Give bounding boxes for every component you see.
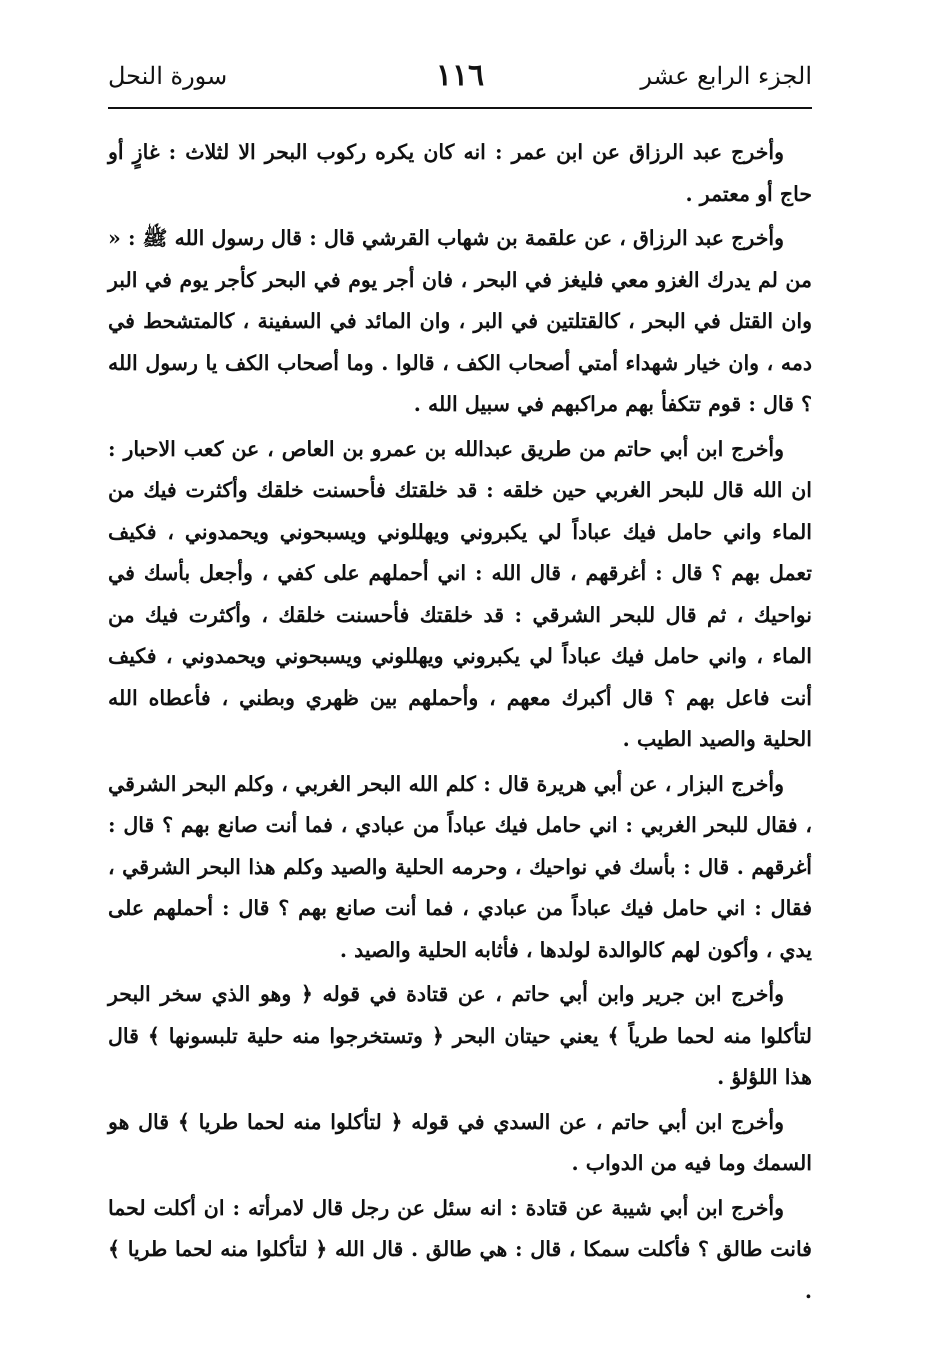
page-number: ١١٦ — [435, 58, 485, 93]
paragraph-6: وأخرج ابن أبي حاتم ، عن السدي في قوله ﴿ لتأكلوا منه لحما طريا ﴾ قال هو السمك وما فيه من الدواب . — [108, 1109, 812, 1175]
page-body — [108, 132, 812, 1315]
paragraph-1: وأخرج عبد الرزاق عن ابن عمر : انه كان يكره ركوب البحر الا لثلاث : غازٍ أو حاج أو معتمر . — [108, 140, 812, 206]
paragraph-5: وأخرج ابن جرير وابن أبي حاتم ، عن قتادة في قوله ﴿ وهو الذي سخر البحر لتأكلوا منه لحما طرياً ﴾ يعني حيتان البحر ﴿ وتستخرجوا منه حلية تلبسونها ﴾ قال هذا اللؤلؤ . — [108, 982, 812, 1089]
header-divider — [108, 107, 812, 109]
juz-label: الجزء الرابع عشر — [640, 62, 812, 90]
paragraph-2: وأخرج عبد الرزاق ، عن علقمة بن شهاب القرشي قال : قال رسول الله ﷺ : « من لم يدرك الغزو معي فليغز في البحر ، فان أجر يوم في البحر كأجر يوم في البر وان القتل في البحر ، كالقتلتين في البر ، وان المائد في السفينة ، كالمتشحط في دمه ، وان خيار شهداء أمتي أصحاب الكف ، قالوا . وما أصحاب الكف يا رسول الله ؟ قال : قوم تتكفأ بهم مراكبهم في سبيل الله . — [108, 226, 812, 416]
surah-label: سورة النحل — [108, 62, 228, 90]
paragraph-7: وأخرج ابن أبي شيبة عن قتادة : انه سئل عن رجل قال لامرأته : ان أكلت لحما فانت طالق ؟ فأكلت سمكا ، قال : هي طالق . قال الله ﴿ لتأكلوا منه لحما طريا ﴾ . — [108, 1195, 812, 1303]
running-header — [108, 58, 812, 102]
paragraph-3: وأخرج ابن أبي حاتم من طريق عبدالله بن عمرو بن العاص ، عن كعب الاحبار : ان الله قال للبحر الغربي حين خلقه : قد خلقتك فأحسنت خلقك وأكثرت فيك من الماء واني حامل فيك عباداً لي يكبروني ويهللوني ويسبحوني ويحمدوني ، فكيف تعمل بهم ؟ قال : أغرقهم ، قال الله : اني أحملهم على كفي ، وأجعل بأسك في نواحيك ، ثم قال للبحر الشرقي : قد خلقتك فأحسنت خلقك ، وأكثرت فيك من الماء ، واني حامل فيك عباداً لي يكبروني ويهللوني ويسبحوني ويحمدوني ، فكيف أنت فاعل بهم ؟ قال أكبرك معهم ، وأحملهم بين ظهري وبطني ، فأعطاه الله الحلية والصيد الطيب . — [108, 436, 812, 751]
paragraph-4: وأخرج البزار ، عن أبي هريرة قال : كلم الله البحر الغربي ، وكلم البحر الشرقي ، فقال للبحر الغربي : اني حامل فيك عباداً من عبادي ، فما أنت صانع بهم ؟ قال : أغرقهم . قال : بأسك في نواحيك ، وحرمه الحلية والصيد وكلم هذا البحر الشرقي ، فقال : اني حامل فيك عباداً من عبادي ، فما أنت صانع بهم ؟ قال : أحملهم على يدي ، وأكون لهم كالوالدة لولدها ، فأثابه الحلية والصيد . — [108, 771, 812, 962]
